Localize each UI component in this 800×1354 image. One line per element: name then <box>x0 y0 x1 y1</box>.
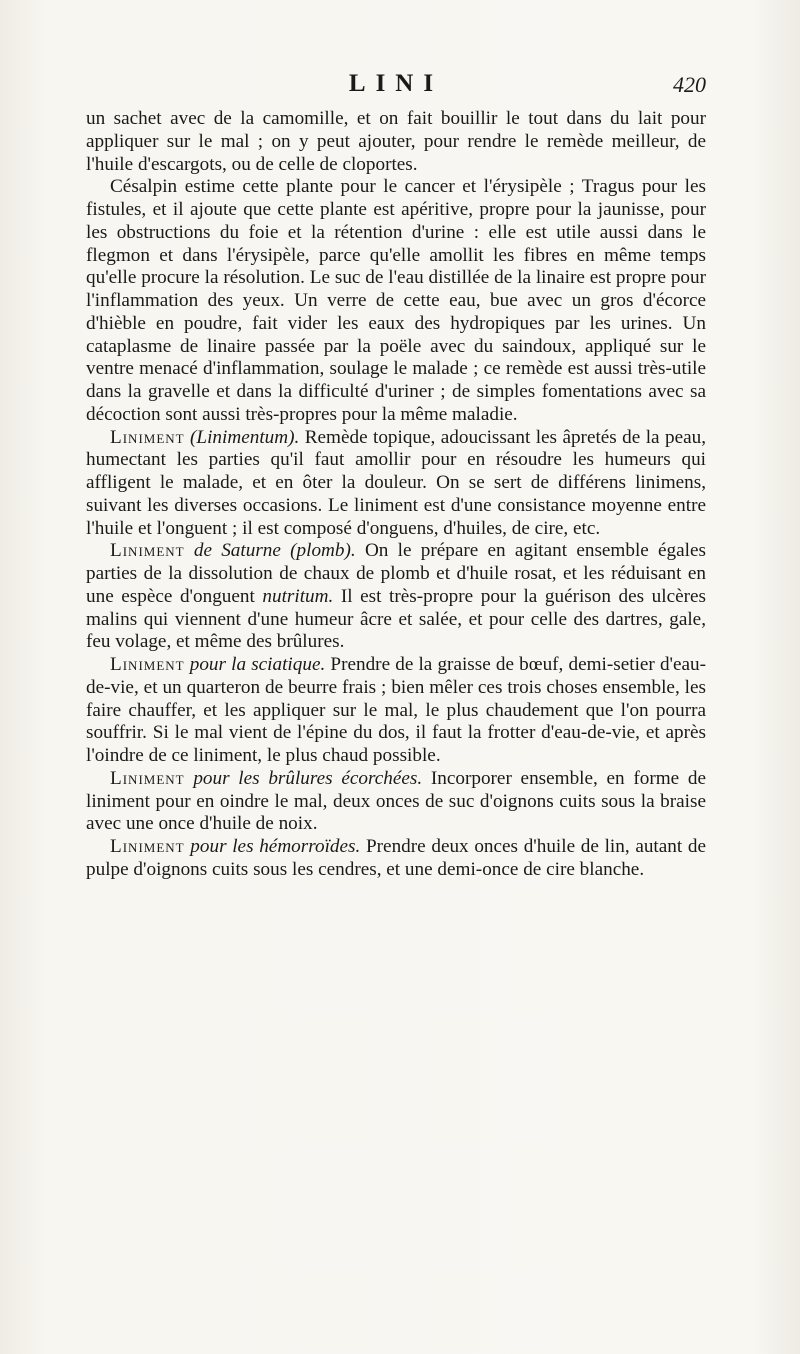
entry-liniment <box>86 427 706 541</box>
entry-headword: Liniment <box>110 540 185 562</box>
entry-subtitle: de Saturne (plomb). <box>184 540 356 562</box>
page-number: 420 <box>673 72 706 97</box>
page-header <box>86 70 706 104</box>
entry-liniment-hemorroides <box>86 836 706 882</box>
entry-subtitle: pour les hémorroïdes. <box>184 836 361 857</box>
entry-headword: Liniment <box>110 654 185 675</box>
entry-latin-name: (Linimentum). <box>190 426 300 448</box>
running-head: LINI <box>348 70 444 97</box>
paragraph-cesalpin: Césalpin estime cette plante pour le cancer et l'érysipèle ; Tragus pour les fistules, et il ajoute que cette plante est apéritive, propre pour la jaunisse, pour les obstructions du foie et la rétention d'urine : elle est utile aussi dans le flegmon et dans l'érysipèle, parce qu'elle amollit les fibres en même temps qu'elle procure la résolution. Le suc de l'eau distillée de la linaire est propre pour l'inflammation des yeux. Un verre de cette eau, bue avec un gros d'écorce d'hièble en poudre, fait vider les eaux des hydropiques par les urines. Un cataplasme de linaire passée par la poële avec du saindoux, appliqué sur le ventre menacé d'inflammation, soulage le malade ; ce remède est aussi très-utile dans la gravelle et dans la difficulté d'uriner ; de simples fomentations avec sa décoction sont aussi très-propres pour la même maladie. <box>86 176 706 425</box>
entry-liniment-brulures <box>86 768 706 836</box>
entry-subtitle: pour la sciatique. <box>184 654 326 675</box>
entry-liniment-saturne <box>86 540 706 654</box>
body-text <box>86 108 706 882</box>
entry-text: Prendre deux onces d'huile de lin, autant de pulpe d'oignons cuits sous les cendres, et une demi-once de cire blanche. <box>86 836 706 880</box>
entry-text: Remède topique, adoucissant les âpretés de la peau, humectant les parties qu'il faut amollir pour en résoudre les humeurs qui affligent le malade, et en ôter la douleur. On se sert de différens linimens, suivant les diverses occasions. Le liniment est d'une consistance moyenne entre l'huile et l'onguent ; il est composé d'onguens, d'huiles, de cire, etc. <box>86 426 706 539</box>
entry-text: Incorporer ensemble, en forme de liniment pour en oindre le mal, deux onces de suc d'oignons cuits sous la braise avec une once d'huile de noix. <box>86 767 706 835</box>
paragraph-continuation: un sachet avec de la camomille, et on fait bouillir le tout dans du lait pour appliquer sur le mal ; on y peut ajouter, pour rendre le remède meilleur, de l'huile d'escargots, ou de celle de cloportes. <box>86 108 706 175</box>
entry-text: On le prépare en agitant ensemble égales parties de la dissolution de chaux de plomb et d'huile rosat, et les réduisant en une espèce d'onguent <box>86 540 706 607</box>
entry-headword: Liniment <box>110 426 185 448</box>
entry-liniment-sciatique <box>86 654 706 768</box>
entry-italic-term: nutritum. <box>262 585 334 607</box>
entry-text-continued: Il est très-propre pour la guérison des ulcères malins qui viennent d'une humeur âcre et salée, et pour celle des dartres, gale, feu volage, et même des brûlures. <box>86 585 706 653</box>
entry-subtitle: pour les brûlures écorchées. <box>184 767 423 789</box>
entry-headword: Liniment <box>110 767 185 789</box>
entry-headword: Liniment <box>110 836 185 857</box>
entry-text: Prendre de la graisse de bœuf, demi-setier d'eau-de-vie, et un quarteron de beurre frais ; bien mêler ces trois choses ensemble, les faire chauffer, et les appliquer sur le mal, le plus chaudement que l'on pourra souffrir. Si le mal vient de l'épine du dos, il faut la frotter d'eau-de-vie, et après l'oindre de ce liniment, le plus chaud possible. <box>86 654 707 766</box>
